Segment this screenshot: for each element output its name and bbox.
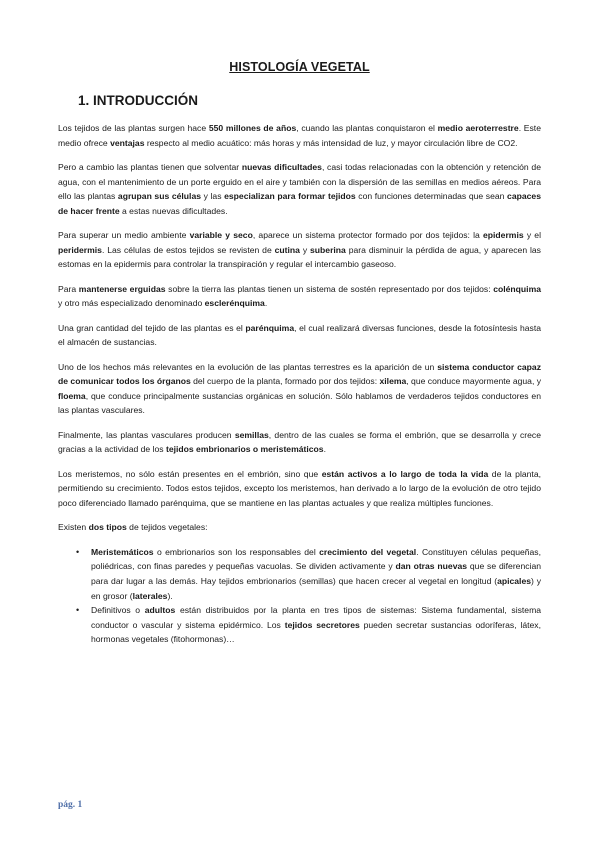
- emphasis: especializan para formar tejidos: [224, 191, 356, 202]
- text: con funciones determinadas que sean: [355, 191, 508, 202]
- list-item-meristematic: [58, 545, 541, 603]
- emphasis: dan otras nuevas: [395, 561, 468, 572]
- emphasis: floema: [58, 390, 86, 401]
- text: y las: [201, 191, 225, 202]
- text: . Las células de estos tejidos se revisten de: [101, 244, 275, 255]
- section-heading: 1. INTRODUCCIÓN: [78, 93, 199, 108]
- emphasis: dos tipos: [88, 522, 127, 533]
- text: y: [299, 244, 311, 255]
- bullet-icon: •: [76, 605, 80, 616]
- emphasis: sistema conductor capaz de comunicar todos los órganos: [58, 361, 542, 387]
- text: que se diferencian para dar lugar a las demás. Hay tejidos embrionarios (semillas) que hacen crecer al vegetal en longitud (: [91, 561, 542, 587]
- emphasis: están activos a lo largo de toda la vida: [321, 468, 489, 479]
- paragraph-origin: [58, 121, 541, 150]
- text: , el cual realizará diversas funciones, desde la fotosíntesis hasta el almacén de sustancias.: [58, 322, 541, 348]
- text: Finalmente, las plantas vasculares producen: [58, 429, 235, 440]
- emphasis: parénquima: [245, 322, 295, 333]
- paragraph-meristems: [58, 467, 541, 511]
- paragraph-tissue-types: [58, 520, 541, 535]
- text: . Este medio ofrece: [58, 123, 541, 148]
- paragraph-parenchyma: [58, 321, 541, 350]
- document-body: [58, 121, 541, 647]
- bullet-icon: •: [76, 546, 80, 557]
- paragraph-protective-system: [58, 228, 541, 272]
- paragraph-difficulties: [58, 160, 541, 218]
- emphasis: capaces de hacer frente: [58, 191, 541, 216]
- emphasis: semillas: [234, 429, 269, 440]
- text: están distribuidos por la planta en tres tipos de sistemas: Sistema fundamental, sistema conductor o vascular y sistema epidérmico. Los: [91, 605, 542, 630]
- list-item-definitive: [58, 603, 541, 647]
- text: ) y en grosor (: [91, 576, 541, 601]
- text: Definitivos o: [91, 605, 145, 616]
- emphasis: peridermis: [58, 244, 102, 255]
- emphasis: medio aeroterrestre: [437, 123, 519, 133]
- text: Uno de los hechos más relevantes en la evolución de las plantas terrestres es la aparición de un: [58, 361, 438, 372]
- emphasis: xilema: [379, 376, 407, 387]
- emphasis: tejidos embrionarios o meristemáticos: [165, 444, 324, 455]
- text: Existen: [58, 522, 89, 533]
- text: . Constituyen células pequeñas, poliédricas, con finas paredes y pequeñas vacuolas. Se dividen activamente y: [91, 546, 541, 572]
- text: Para: [58, 283, 79, 294]
- text: , cuando las plantas conquistaron el: [296, 123, 438, 133]
- emphasis: mantenerse erguidas: [78, 283, 166, 294]
- text: , que conduce principalmente sustancias orgánicas en solución. Sólo hablamos de verdaderos tejidos conductores en las plantas vasculares.: [58, 390, 541, 416]
- text: a estas nuevas dificultades.: [119, 205, 228, 216]
- page-number: pág. 1: [58, 800, 83, 810]
- emphasis: agrupan sus células: [117, 191, 201, 202]
- text: Una gran cantidad del tejido de las plantas es el: [58, 322, 246, 333]
- emphasis: laterales: [132, 590, 168, 601]
- emphasis: ventajas: [110, 137, 145, 148]
- emphasis: tejidos secretores: [284, 619, 360, 630]
- emphasis: Meristemáticos: [91, 546, 154, 557]
- paragraph-seeds: [58, 428, 541, 457]
- text: de la planta, permitiendo su crecimiento. Todos estos tejidos, excepto los meristemos, han derivado a lo largo de la evolución de otro tejido poco diferenciado llamado parénquima, que se mantiene en las plantas actuales y que realiza múltiples funciones.: [58, 468, 541, 509]
- emphasis: adultos: [144, 605, 176, 616]
- emphasis: 550 millones de años: [208, 123, 297, 133]
- text: del cuerpo de la planta, formado por dos tejidos:: [190, 376, 380, 387]
- text: y el: [523, 230, 541, 241]
- emphasis: variable y seco: [189, 230, 253, 241]
- text: de tejidos vegetales:: [126, 522, 208, 533]
- emphasis: nuevas dificultades: [241, 161, 322, 172]
- text: ).: [167, 590, 173, 601]
- text: , casi todas relacionadas con la obtención y retención de agua, con el mantenimiento de un porte erguido en el aire y también con la dispersión de las semillas en medios aéreos. Para ello las plantas: [58, 161, 541, 202]
- emphasis: epidermis: [483, 230, 524, 241]
- emphasis: esclerénquima: [204, 298, 265, 309]
- text: sobre la tierra las plantas tienen un sistema de sostén representado por dos tejidos:: [165, 283, 494, 294]
- text: , aparece un sistema protector formado por dos tejidos: la: [252, 230, 484, 241]
- text: y otro más especializado denominado: [58, 298, 205, 309]
- text: Los meristemos, no sólo están presentes en el embrión, sino que: [58, 468, 322, 479]
- text: o embrionarios son los responsables del: [153, 546, 320, 557]
- text: Pero a cambio las plantas tienen que solventar: [58, 161, 242, 172]
- text: para disminuir la pérdida de agua, y aparecen las estomas en la epidermis para controlar la transpiración y regular el intercambio gaseoso.: [58, 244, 541, 270]
- tissue-types-list: [58, 545, 541, 647]
- text: .: [264, 298, 268, 309]
- emphasis: cutina: [274, 244, 300, 255]
- emphasis: apicales: [497, 576, 531, 587]
- text: Para superar un medio ambiente: [58, 230, 190, 241]
- text: .: [323, 444, 326, 455]
- text: pueden secretar sustancias odoríferas, látex, hormonas vegetales (fitohormonas)…: [91, 619, 541, 645]
- emphasis: suberina: [310, 244, 346, 255]
- text: respecto al medio acuático: más horas y más intensidad de luz, y mayor circulación libre de CO2.: [144, 137, 518, 148]
- text: , dentro de las cuales se forma el embrión, que se desarrolla y crece gracias a la actividad de los: [58, 429, 541, 455]
- emphasis: crecimiento del vegetal: [319, 546, 417, 557]
- emphasis: colénquima: [493, 283, 541, 294]
- document-title: HISTOLOGÍA VEGETAL: [229, 60, 370, 74]
- text: , que conduce mayormente agua, y: [406, 376, 542, 387]
- paragraph-conductive-system: [58, 360, 541, 418]
- paragraph-support-system: [58, 282, 541, 311]
- text: Los tejidos de las plantas surgen hace: [58, 123, 209, 133]
